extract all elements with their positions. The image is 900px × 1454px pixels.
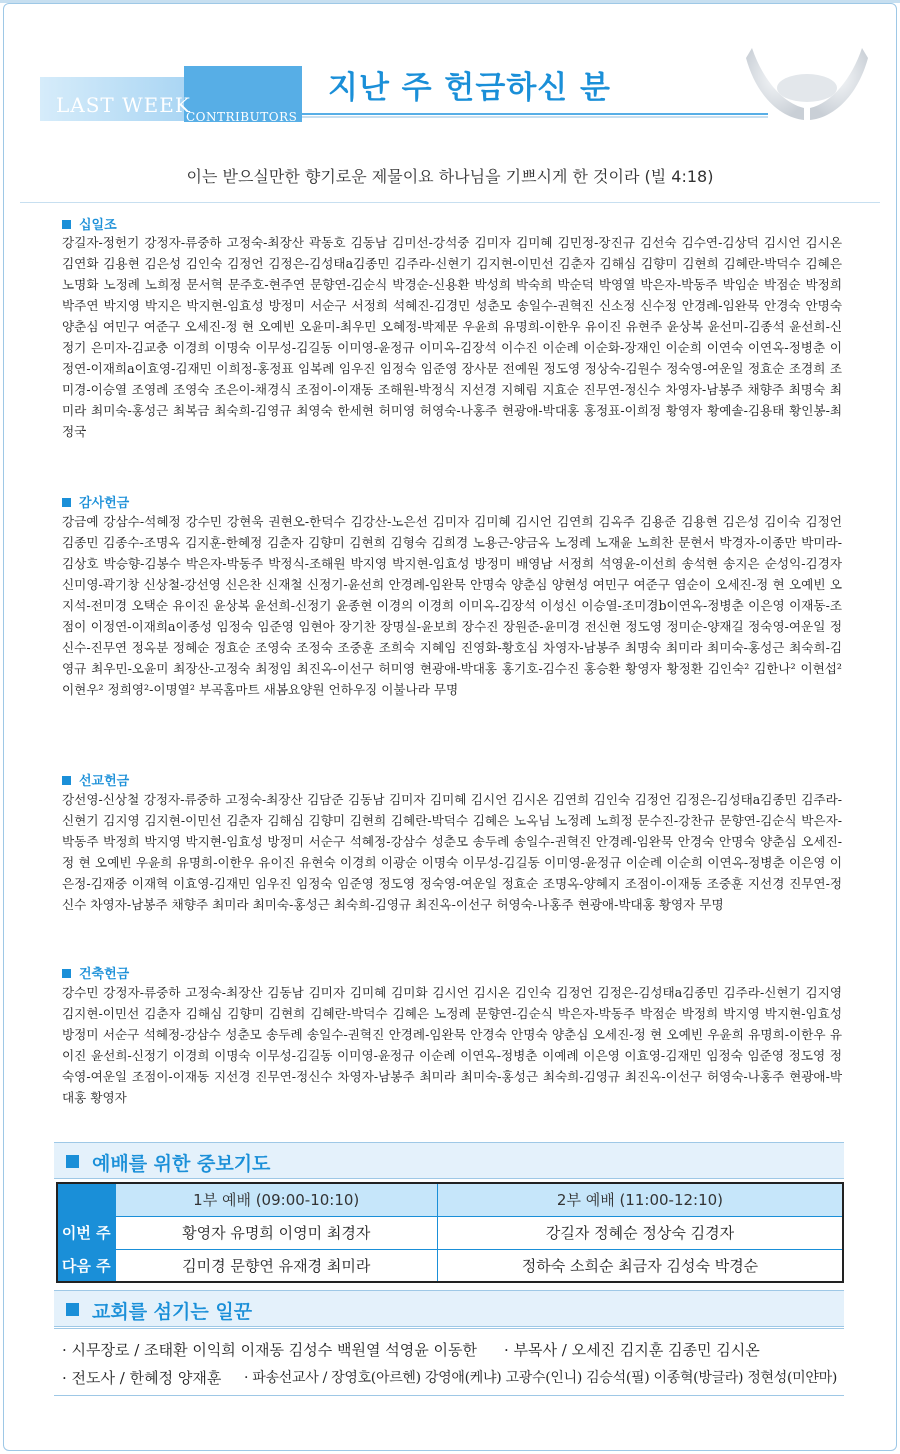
square-bullet-icon <box>62 776 71 785</box>
last-week-label: LAST WEEK <box>56 93 191 117</box>
names-tithe: 강길자-정헌기 강정자-류중하 고정숙-최장산 곽동호 김동남 김미선-강석중 김미자 김미혜 김민정-장진규 김선숙 김수연-김상덕 김시언 김시온 김연화 김용현 김은성 김인숙 김정언 김정은-김성태a김종민 김주라-신현기 김지현-이민선 김춘자 김해심 김향미 김현희 김혜란-박덕수 김혜은 노명화 노정례 노희정 문서혁 문주호-현주연 문향연-김순식 박경순-신용환 박성희 박숙희 박순덕 박영열 박은자-박동주 박임순 박점순 박정희 박주연 박지영 박지은 박지현-임효성 방정미 서순구 서정희 석혜진-김경민 성춘모 송일수-권혁진 신소정 신수정 안경례-임완묵 안경숙 안명숙 양춘심 여민구 여준구 오세진-정 현 오예빈 오윤미-최우민 오혜정-박제문 우윤희 유명희-이한우 유이진 유현주 윤상복 윤선미-김종석 윤선희-신정기 은미자-김교충 이경희 이명숙 이무성-김길동 이미영-윤정규 이미옥-김장석 이수진 이순례 이순화-장재인 이순희 이연숙 이연옥-정병춘 이정연-이재희a이효영-김재민 이희정-홍정표 임복례 임우진 임정숙 임준영 장사문 전예원 정도영 정상숙-김원수 정숙영-여운일 정효순 조경희 조미경-이승열 조영례 조영숙 조은이-채경식 조점이-이재동 조해원-박정식 지선경 지혜림 지효순 진무연-정신수 차영자-남봉주 채향주 최명숙 최미라 최미숙-홍성근 최복금 최숙희-김영규 최영숙 한세현 허미영 허영숙-나홍주 현광애-박대홍 홍정표-이희정 황영자 황예솔-김용태 황인봉-최정국 <box>62 235 842 439</box>
square-bullet-icon <box>62 220 71 229</box>
square-bullet-icon <box>66 1303 79 1316</box>
table-cell: 황영자 유명희 이영미 최경자 <box>115 1216 437 1249</box>
staff-associate-pastors: · 부목사 / 오세진 김지훈 김종민 김시온 <box>504 1341 760 1359</box>
square-bullet-icon <box>62 969 71 978</box>
table-cell: 강길자 정혜순 정상숙 김경자 <box>437 1216 843 1249</box>
staff-list <box>54 1328 844 1396</box>
prayer-section-title: 예배를 위한 중보기도 <box>92 1153 271 1175</box>
table-header-row <box>57 1183 843 1216</box>
column-header: 1부 예배 (09:00-10:10) <box>115 1183 437 1216</box>
prayer-table <box>56 1182 844 1283</box>
contributors-label: CONTRIBUTORS <box>186 110 298 124</box>
page-header <box>40 52 770 132</box>
staff-section-title: 교회를 섬기는 일꾼 <box>92 1301 253 1323</box>
row-label: 이번 주 <box>57 1216 115 1249</box>
header-rule <box>302 113 768 118</box>
table-cell: 김미경 문향연 유재경 최미라 <box>115 1249 437 1282</box>
table-row <box>57 1216 843 1249</box>
scripture-verse: 이는 받으실만한 향기로운 제물이요 하나님을 기쁘시게 한 것이라 (빌 4:18) <box>186 167 714 186</box>
names-building: 강수민 강정자-류중하 고정숙-최장산 김동남 김미자 김미혜 김미화 김시언 김시온 김인숙 김정언 김정은-김성태a김종민 김주라-신현기 김지영 김지현-이민선 김춘자 김해심 김향미 김현희 김혜란-박덕수 김혜은 노정례 문향연-김순식 박은자-박동주 박점순 박정희 박지영 박지현-임효성 방정미 서순구 석혜정-강삼수 성춘모 송두례 송일수-권혁진 안경례-임완묵 안경숙 안명숙 양춘심 오세진-정 현 오예빈 우윤희 유명희-이한우 유이진 윤선희-신정기 이경희 이명숙 이무성-김길동 이미영-윤정규 이순례 이연옥-정병춘 이예례 이은영 이효영-김재민 임정숙 임준영 정도영 정숙영-여운일 조점이-이재동 지선경 진무연-정신수 차영자-남봉주 최미라 최미숙-홍성근 최숙희-김영규 최진옥-이선구 허영숙-나홍주 현광애-박대홍 황영자 <box>62 985 842 1105</box>
praying-hands-icon <box>742 28 872 128</box>
staff-section-header <box>54 1290 844 1327</box>
names-thanks: 강금예 강삼수-석혜정 강수민 강현욱 권현오-한덕수 김강산-노은선 김미자 김미혜 김시언 김연희 김옥주 김용준 김용현 김은성 김이숙 김정언 김종민 김종수-조명옥 김지훈-한혜정 김춘자 김향미 김현희 김형숙 김희경 노용근-양금옥 노정례 노재윤 노희찬 문현서 박경자-이종만 박미라-김상호 박승향-김봉수 박은자-박동주 박정식-조해원 박지영 박지현-임효성 방정미 배영남 서정희 석영윤-이선희 송석현 송지은 순성익-김경자 신미영-곽기창 신상철-강선영 신은찬 신재철 신정기-윤선희 안경례-임완묵 안명숙 양춘심 양현성 여민구 여준구 염순이 오세진-정 현 오예빈 오지석-전미경 오택순 유이진 윤상복 윤선희-신정기 윤종현 이경의 이경희 이미옥-김장석 이성신 이승열-조미경b이연옥-정병춘 이은영 이재동-조점이 이정연-이재희a이종성 임정숙 임준영 임현아 장기찬 장명실-윤보희 장수진 장원준-윤미경 전신현 정도영 정미순-양재길 정숙영-여운일 정신수-진무연 정옥분 정혜순 정효순 조영숙 조정숙 조중훈 조희숙 지혜임 진영화-황호심 차영자-남봉주 최명숙 최미라 최미숙-홍성근 최숙희-김영규 최우민-오윤미 최장산-고정숙 최정임 최진옥-이선구 허미영 현광애-박대홍 홍기호-김수진 홍승환 황영자 황정환 김인숙² 김한나² 이현섭² 이현우² 정희영²-이명열² 부곡홈마트 새봄요양원 언하우징 이불나라 무명 <box>62 514 842 697</box>
section-title-building: 건축헌금 <box>62 963 129 982</box>
staff-elders: · 시무장로 / 조태환 이익희 이재동 김성수 백원열 석영윤 이동한 <box>62 1341 477 1359</box>
page-title: 지난 주 헌금하신 분 <box>328 70 611 106</box>
table-row <box>57 1249 843 1282</box>
staff-evangelists: · 전도사 / 한혜정 양재훈 <box>62 1369 222 1387</box>
staff-missionaries: · 파송선교사 / 장영호(아르헨) 강영애(케냐) 고광수(인니) 김승석(필) 이종혁(방글라) 정현성(미얀마) <box>244 1370 837 1386</box>
verse-divider <box>20 202 880 203</box>
square-bullet-icon <box>66 1155 79 1168</box>
section-title-thanks: 감사헌금 <box>62 492 129 511</box>
column-header: 2부 예배 (11:00-12:10) <box>437 1183 843 1216</box>
names-mission: 강선영-신상철 강정자-류중하 고정숙-최장산 김담준 김동남 김미자 김미혜 김시언 김시온 김연희 김인숙 김정언 김정은-김성태a김종민 김주라-신현기 김지영 김지현-이민선 김춘자 김해심 김향미 김현희 김혜란-박덕수 김혜은 노옥님 노정례 노희정 문수진-강찬규 문향연-김순식 박은자-박동주 박정희 박지영 박지현-임효성 방정미 서순구 석혜정-강삼수 성춘모 송두례 송일수-권혁진 안경례-임완묵 안경숙 안명숙 양춘심 오세진-정 현 오예빈 우윤희 유명희-이한우 유이진 유현숙 이경희 이광순 이명숙 이무성-김길동 이미영-윤정규 이순례 이순희 이연옥-정병춘 이은영 이은정-김재중 이재혁 이효영-김재민 임우진 임정숙 임준영 정도영 정숙영-여운일 정효순 조명옥-양혜지 조점이-이재동 조중훈 지선경 진무연-정신수 차영자-남봉주 채향주 최미라 최미숙-홍성근 최숙희-김영규 최진옥-이선구 허영숙-나홍주 현광애-박대홍 황영자 무명 <box>62 792 842 912</box>
row-label: 다음 주 <box>57 1249 115 1282</box>
table-cell: 정하숙 소희순 최금자 김성숙 박경순 <box>437 1249 843 1282</box>
table-corner-cell <box>57 1183 115 1216</box>
square-bullet-icon <box>62 498 71 507</box>
section-title-mission: 선교헌금 <box>62 770 129 789</box>
prayer-section-header <box>54 1142 844 1179</box>
section-title-tithe: 십일조 <box>62 214 117 233</box>
